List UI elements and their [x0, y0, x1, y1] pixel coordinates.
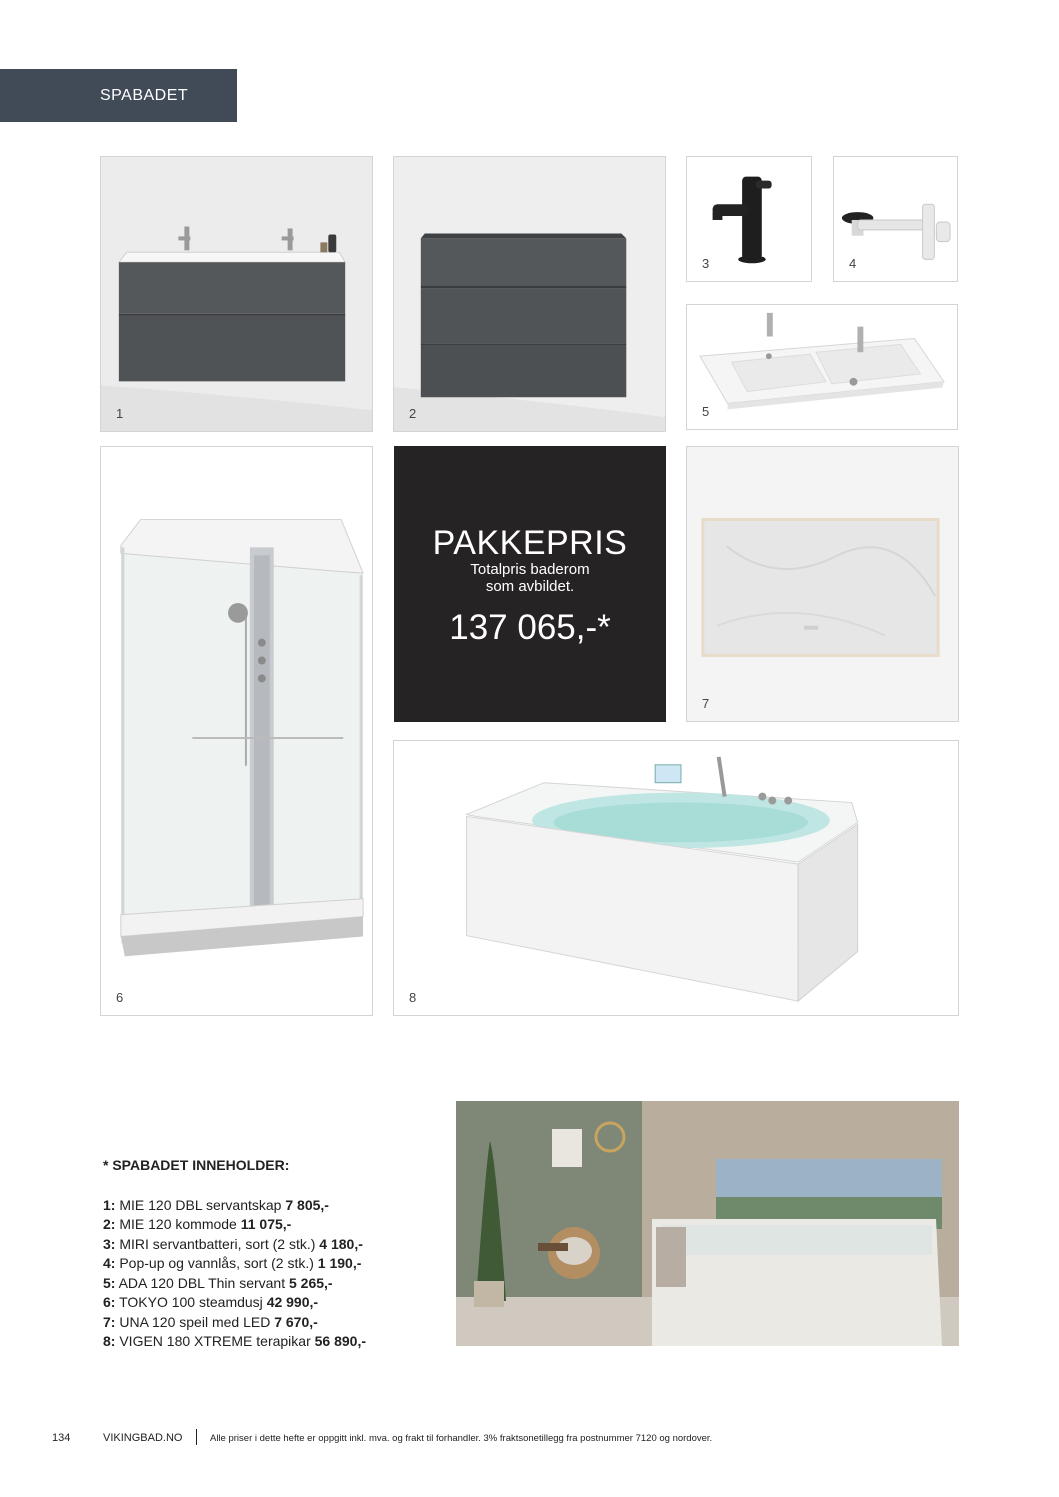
contents-item: 8: VIGEN 180 XTREME terapikar 56 890,- — [103, 1333, 367, 1349]
dresser-cabinet-image — [394, 157, 665, 431]
page-number: 134 — [52, 1432, 71, 1444]
product-tile-8[interactable] — [393, 740, 959, 1016]
footer-site-link[interactable]: VIKINGBAD.NO — [103, 1432, 183, 1444]
product-tile-4[interactable] — [833, 156, 958, 282]
product-tile-2[interactable] — [393, 156, 666, 432]
double-sink-image — [687, 305, 957, 429]
tile-number: 5 — [702, 404, 710, 419]
contents-title: * SPABADET INNEHOLDER: — [103, 1157, 290, 1173]
section-tag: SPABADET — [0, 69, 237, 122]
package-price: 137 065,-* — [449, 608, 611, 647]
tile-number: 4 — [849, 256, 857, 271]
contents-item: 4: Pop-up og vannlås, sort (2 stk.) 1 190,- — [103, 1255, 362, 1271]
tile-number: 2 — [409, 406, 417, 421]
bathroom-scene-image — [456, 1101, 959, 1346]
contents-item: 1: MIE 120 DBL servantskap 7 805,- — [103, 1196, 329, 1213]
tile-number: 8 — [409, 990, 417, 1005]
vanity-cabinet-image — [101, 157, 372, 431]
package-subtitle-line1: Totalpris baderom — [470, 561, 590, 578]
product-tile-1[interactable] — [100, 156, 373, 432]
package-heading: PAKKEPRIS — [432, 524, 628, 562]
contents-item: 7: UNA 120 speil med LED 7 670,- — [103, 1313, 318, 1330]
tile-number: 1 — [116, 406, 124, 421]
footer-note: Alle priser i dette hefte er oppgitt inkl. mva. og frakt til forhandler. 3% fraktsonetillegg fra postnummer 7120 og nordover. — [210, 1433, 713, 1444]
contents-item: 3: MIRI servantbatteri, sort (2 stk.) 4 180,- — [103, 1235, 363, 1252]
steam-shower-image — [101, 447, 372, 1015]
package-subtitle — [394, 561, 666, 595]
product-tile-7[interactable] — [686, 446, 959, 722]
tile-number: 7 — [702, 696, 710, 711]
product-tile-6[interactable] — [100, 446, 373, 1016]
tile-number: 6 — [116, 990, 124, 1005]
contents-item: 5: ADA 120 DBL Thin servant 5 265,- — [103, 1274, 333, 1291]
bathroom-room-photo — [456, 1101, 959, 1346]
product-tile-5[interactable] — [686, 304, 958, 430]
whirlpool-bathtub-image — [394, 741, 958, 1015]
product-tile-3[interactable] — [686, 156, 812, 282]
contents-item: 6: TOKYO 100 steamdusj 42 990,- — [103, 1294, 319, 1310]
tile-number: 3 — [702, 256, 710, 271]
contents-item: 2: MIE 120 kommode 11 075,- — [103, 1216, 292, 1232]
package-subtitle-line2: som avbildet. — [485, 578, 575, 595]
footer-divider — [196, 1429, 197, 1445]
package-contents — [103, 1156, 366, 1352]
led-mirror-image — [687, 447, 958, 721]
package-price-box — [394, 446, 666, 722]
